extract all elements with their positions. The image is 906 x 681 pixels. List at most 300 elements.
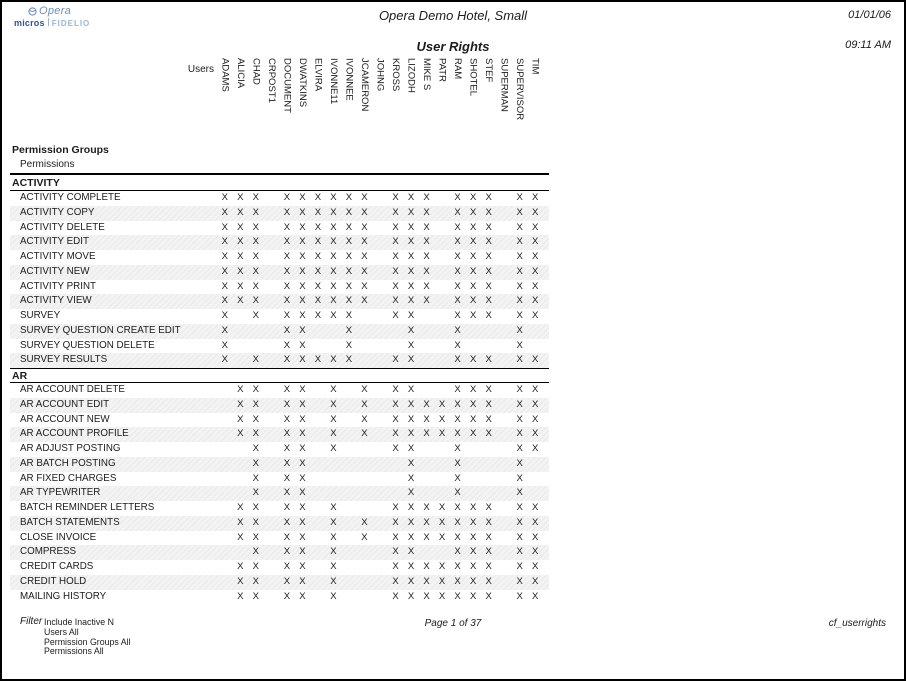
permission-mark: X [252, 457, 259, 469]
report-title: User Rights [416, 39, 490, 54]
permission-mark: X [361, 251, 368, 262]
permission-mark: X [516, 590, 523, 602]
row-header-block [10, 144, 549, 175]
permission-mark: X [469, 192, 477, 203]
permission-mark: X [454, 192, 461, 203]
permission-mark: X [252, 295, 259, 307]
permission-mark: X [407, 384, 415, 395]
permission-mark: X [299, 295, 306, 307]
permission-mark: X [392, 265, 399, 277]
permission-mark: X [299, 265, 306, 277]
permission-mark: X [252, 531, 259, 543]
permission-mark: X [532, 502, 539, 513]
permission-mark: X [283, 295, 291, 307]
permission-mark: X [221, 192, 228, 203]
permission-mark: X [516, 324, 523, 336]
permission-mark: X [454, 472, 461, 484]
permission-mark: X [221, 206, 228, 218]
permission-mark: X [221, 221, 228, 233]
opera-logo-text: Opera [39, 5, 72, 17]
user-column-header: CHAD [250, 58, 262, 85]
permission-mark: X [314, 280, 322, 292]
permission-mark: X [438, 502, 446, 513]
permission-mark: X [361, 236, 368, 248]
permission-mark: X [392, 236, 399, 248]
permission-mark: X [392, 546, 399, 558]
permission-mark: X [423, 295, 430, 307]
permission-mark: X [454, 531, 461, 543]
permission-label: CREDIT HOLD [20, 575, 87, 587]
permission-mark: X [407, 516, 415, 528]
permission-mark: X [516, 310, 523, 321]
permission-mark: X [330, 413, 337, 425]
permission-mark: X [454, 354, 461, 366]
permission-mark: X [407, 502, 415, 513]
permission-mark: X [392, 502, 399, 513]
permission-mark: X [423, 236, 430, 248]
permission-mark: X [330, 561, 337, 572]
permission-label: BATCH STATEMENTS [20, 516, 120, 528]
permission-mark: X [330, 575, 337, 587]
permission-mark: X [469, 428, 477, 440]
permission-mark: X [407, 457, 415, 469]
permission-mark: X [314, 354, 322, 366]
permission-mark: X [283, 575, 291, 587]
permission-mark: X [469, 531, 477, 543]
permission-group-header: AR [10, 368, 549, 383]
permission-mark: X [237, 428, 244, 440]
permission-mark: X [283, 339, 291, 351]
permission-mark: X [299, 487, 306, 499]
permission-mark: X [361, 265, 368, 277]
permission-mark: X [407, 310, 415, 321]
permission-mark: X [237, 236, 244, 248]
permission-mark: X [532, 413, 539, 425]
permission-mark: X [345, 339, 353, 351]
user-column-header: TIM [529, 58, 541, 75]
permission-mark: X [516, 280, 523, 292]
permission-mark: X [392, 206, 399, 218]
permission-mark: X [237, 516, 244, 528]
user-column-header: IVONNE11 [327, 58, 339, 105]
permission-mark: X [283, 398, 291, 410]
permission-row [10, 191, 549, 206]
permission-mark: X [485, 428, 492, 440]
permission-mark: X [345, 295, 353, 307]
permission-mark: X [469, 221, 477, 233]
permission-mark: X [299, 221, 306, 233]
permission-mark: X [454, 206, 461, 218]
permission-mark: X [299, 339, 306, 351]
permission-mark: X [299, 575, 306, 587]
permission-mark: X [469, 295, 477, 307]
permission-mark: X [283, 221, 291, 233]
permission-mark: X [299, 413, 306, 425]
permission-mark: X [252, 354, 259, 366]
permission-mark: X [485, 265, 492, 277]
permission-mark: X [314, 265, 322, 277]
permission-label: SURVEY RESULTS [20, 354, 108, 366]
permission-mark: X [392, 590, 399, 602]
user-column-header: DOCUMENT [281, 58, 293, 113]
permission-label: ACTIVITY DELETE [20, 221, 105, 233]
permission-mark: X [283, 590, 291, 602]
permission-label: ACTIVITY COMPLETE [20, 192, 121, 203]
permission-mark: X [252, 221, 259, 233]
permission-mark: X [454, 265, 461, 277]
permission-mark: X [361, 206, 368, 218]
permission-mark: X [345, 221, 353, 233]
permission-mark: X [485, 221, 492, 233]
permission-mark: X [485, 354, 492, 366]
permission-row [10, 265, 549, 280]
report-time: 09:11 AM [845, 39, 891, 51]
permission-mark: X [423, 531, 430, 543]
user-column-header: SUPERMAN [498, 58, 510, 112]
permission-mark: X [454, 413, 461, 425]
permission-mark: X [516, 516, 523, 528]
permission-mark: X [454, 516, 461, 528]
permission-mark: X [438, 516, 446, 528]
permission-row [10, 575, 549, 590]
permission-mark: X [454, 443, 461, 454]
permission-row [10, 472, 549, 487]
permission-row [10, 560, 549, 575]
permission-mark: X [361, 280, 368, 292]
permission-mark: X [454, 221, 461, 233]
permission-mark: X [454, 575, 461, 587]
permission-mark: X [469, 206, 477, 218]
permission-mark: X [314, 206, 322, 218]
permission-mark: X [438, 531, 446, 543]
permission-mark: X [485, 531, 492, 543]
permission-mark: X [516, 384, 523, 395]
permission-label: ACTIVITY EDIT [20, 236, 89, 248]
permission-row [10, 590, 549, 605]
filter-value-line: Permission Groups All [44, 636, 131, 647]
permission-mark: X [299, 590, 306, 602]
permission-mark: X [438, 428, 446, 440]
permission-mark: X [516, 487, 523, 499]
permission-mark: X [392, 251, 399, 262]
permission-mark: X [423, 280, 430, 292]
permission-label: ACTIVITY MOVE [20, 251, 96, 262]
permission-mark: X [314, 295, 322, 307]
permission-mark: X [485, 251, 492, 262]
permission-mark: X [392, 398, 399, 410]
permission-mark: X [221, 339, 228, 351]
permission-mark: X [283, 413, 291, 425]
permission-mark: X [299, 324, 306, 336]
permission-mark: X [283, 457, 291, 469]
permission-mark: X [299, 472, 306, 484]
permission-mark: X [283, 236, 291, 248]
permission-mark: X [469, 280, 477, 292]
permission-mark: X [485, 310, 492, 321]
permission-row [10, 486, 549, 501]
permission-mark: X [221, 324, 228, 336]
permission-mark: X [423, 206, 430, 218]
user-column-header: ADAMS [219, 58, 231, 92]
permission-row [10, 353, 549, 368]
permission-mark: X [407, 295, 415, 307]
permission-mark: X [532, 295, 539, 307]
permission-mark: X [221, 236, 228, 248]
permission-mark: X [283, 561, 291, 572]
permission-row [10, 206, 549, 221]
permission-groups-label: Permission Groups [12, 144, 109, 156]
permission-mark: X [283, 502, 291, 513]
permission-mark: X [283, 251, 291, 262]
permission-mark: X [438, 398, 446, 410]
permission-mark: X [392, 428, 399, 440]
permission-mark: X [454, 310, 461, 321]
permission-group-header: ACTIVITY [10, 176, 549, 191]
user-column-header: SUPERVISOR [514, 58, 526, 121]
permission-mark: X [283, 487, 291, 499]
permission-mark: X [314, 236, 322, 248]
user-column-header: ALICIA [234, 58, 246, 89]
permission-mark: X [407, 354, 415, 366]
permission-mark: X [330, 354, 337, 366]
permission-label: CLOSE INVOICE [20, 531, 97, 543]
permission-mark: X [237, 531, 244, 543]
permission-mark: X [361, 384, 368, 395]
permission-mark: X [454, 398, 461, 410]
filter-value-line: Permissions All [44, 646, 104, 657]
permission-mark: X [407, 265, 415, 277]
permission-label: MAILING HISTORY [20, 590, 107, 602]
permission-mark: X [423, 590, 430, 602]
permission-row [10, 221, 549, 236]
permission-row [10, 235, 549, 250]
permission-mark: X [469, 502, 477, 513]
permission-mark: X [454, 502, 461, 513]
permission-mark: X [345, 265, 353, 277]
permission-mark: X [454, 487, 461, 499]
permission-mark: X [407, 398, 415, 410]
permission-mark: X [485, 384, 492, 395]
user-column-header: ELVIRA [312, 58, 324, 92]
permission-mark: X [407, 206, 415, 218]
permission-mark: X [283, 443, 291, 454]
permission-mark: X [485, 413, 492, 425]
permission-row [10, 280, 549, 295]
permission-mark: X [221, 280, 228, 292]
permission-mark: X [252, 236, 259, 248]
permission-mark: X [330, 398, 337, 410]
permission-mark: X [221, 295, 228, 307]
permission-mark: X [392, 295, 399, 307]
permission-row [10, 413, 549, 428]
permission-mark: X [299, 236, 306, 248]
permission-mark: X [516, 295, 523, 307]
permission-mark: X [299, 251, 306, 262]
permission-mark: X [330, 236, 337, 248]
permission-mark: X [407, 575, 415, 587]
permission-mark: X [423, 413, 430, 425]
permission-mark: X [423, 516, 430, 528]
permission-mark: X [454, 251, 461, 262]
permission-mark: X [299, 561, 306, 572]
permission-mark: X [454, 546, 461, 558]
permission-mark: X [407, 590, 415, 602]
permission-mark: X [392, 310, 399, 321]
permission-mark: X [283, 354, 291, 366]
permission-mark: X [299, 206, 306, 218]
permission-mark: X [469, 590, 477, 602]
permission-mark: X [407, 324, 415, 336]
filter-label: Filter [20, 616, 43, 627]
user-column-header: LIZODH [405, 58, 417, 93]
permission-mark: X [283, 516, 291, 528]
permission-mark: X [392, 221, 399, 233]
permission-mark: X [454, 236, 461, 248]
permission-mark: X [345, 192, 353, 203]
permission-mark: X [485, 398, 492, 410]
permission-mark: X [454, 339, 461, 351]
permission-mark: X [283, 428, 291, 440]
permission-mark: X [469, 251, 477, 262]
permission-mark: X [516, 502, 523, 513]
permission-mark: X [407, 428, 415, 440]
permission-label: ACTIVITY PRINT [20, 280, 97, 292]
permission-label: AR ACCOUNT DELETE [20, 384, 125, 395]
permission-mark: X [252, 384, 259, 395]
permission-mark: X [314, 192, 322, 203]
permission-mark: X [392, 413, 399, 425]
permission-mark: X [532, 310, 539, 321]
permission-mark: X [345, 206, 353, 218]
permission-mark: X [345, 236, 353, 248]
permission-mark: X [252, 251, 259, 262]
permission-mark: X [252, 413, 259, 425]
permission-label: AR ACCOUNT NEW [20, 413, 110, 425]
permission-label: AR ACCOUNT PROFILE [20, 428, 129, 440]
permission-mark: X [469, 354, 477, 366]
permission-mark: X [283, 206, 291, 218]
permission-mark: X [221, 354, 228, 366]
permission-mark: X [330, 192, 337, 203]
permission-mark: X [407, 280, 415, 292]
user-column-header: PATR [436, 58, 448, 82]
permission-label: CREDIT CARDS [20, 561, 94, 572]
permission-mark: X [423, 561, 430, 572]
permission-mark: X [532, 354, 539, 366]
permission-label: ACTIVITY COPY [20, 206, 95, 218]
permission-mark: X [469, 413, 477, 425]
permission-mark: X [392, 280, 399, 292]
permission-mark: X [361, 221, 368, 233]
permission-mark: X [516, 265, 523, 277]
permission-mark: X [469, 265, 477, 277]
permission-mark: X [237, 575, 244, 587]
permission-mark: X [345, 280, 353, 292]
permission-mark: X [392, 443, 399, 454]
permission-mark: X [283, 531, 291, 543]
permission-mark: X [469, 398, 477, 410]
permission-mark: X [407, 546, 415, 558]
permission-mark: X [423, 221, 430, 233]
permission-mark: X [330, 280, 337, 292]
permission-mark: X [485, 502, 492, 513]
permission-mark: X [237, 590, 244, 602]
permission-mark: X [532, 516, 539, 528]
permission-mark: X [469, 546, 477, 558]
permission-mark: X [330, 265, 337, 277]
user-column-header: RAM [452, 58, 464, 80]
permission-mark: X [237, 398, 244, 410]
permission-mark: X [237, 206, 244, 218]
report-id: cf_userrights [828, 618, 886, 629]
permission-mark: X [252, 206, 259, 218]
permission-mark: X [299, 192, 306, 203]
permission-mark: X [330, 443, 337, 454]
permission-mark: X [516, 398, 523, 410]
permission-row [10, 383, 549, 398]
user-column-header: JCAMERON [358, 58, 370, 112]
permission-mark: X [299, 280, 306, 292]
filter-value-line: Include Inactive N [44, 617, 114, 627]
permission-mark: X [252, 265, 259, 277]
permission-mark: X [361, 516, 368, 528]
permission-mark: X [314, 221, 322, 233]
permission-row [10, 516, 549, 531]
permission-mark: X [330, 206, 337, 218]
permission-row [10, 427, 549, 442]
permission-mark: X [283, 192, 291, 203]
permission-mark: X [252, 516, 259, 528]
user-column-header: DWATKINS [296, 58, 308, 108]
permission-mark: X [438, 575, 446, 587]
permission-mark: X [532, 398, 539, 410]
permission-row [10, 339, 549, 354]
permission-label: AR TYPEWRITER [20, 487, 101, 499]
permission-mark: X [252, 443, 259, 454]
permission-mark: X [392, 192, 399, 203]
permission-mark: X [423, 575, 430, 587]
permission-mark: X [221, 310, 228, 321]
user-column-header: SHOTEL [467, 58, 479, 97]
permission-mark: X [516, 221, 523, 233]
permission-mark: X [532, 531, 539, 543]
permission-mark: X [532, 384, 539, 395]
filter-value-line: Users All [44, 626, 79, 637]
permission-mark: X [469, 236, 477, 248]
user-column-header: CRPOST1 [265, 58, 277, 103]
permission-mark: X [314, 251, 322, 262]
permission-mark: X [330, 295, 337, 307]
permission-mark: X [407, 472, 415, 484]
permission-mark: X [438, 413, 446, 425]
users-column-label: Users [187, 64, 214, 75]
permission-mark: X [361, 295, 368, 307]
permission-mark: X [516, 457, 523, 469]
permission-mark: X [299, 443, 306, 454]
permission-mark: X [532, 236, 539, 248]
permission-mark: X [516, 443, 523, 454]
permission-label: ACTIVITY NEW [20, 265, 90, 277]
permission-mark: X [454, 590, 461, 602]
permission-mark: X [423, 398, 430, 410]
permission-mark: X [392, 384, 399, 395]
permissions-label: Permissions [20, 159, 75, 170]
permission-mark: X [345, 251, 353, 262]
user-column-header: MIKE S [421, 58, 433, 91]
permission-label: AR BATCH POSTING [20, 457, 116, 469]
permission-mark: X [407, 221, 415, 233]
permission-mark: X [299, 310, 306, 321]
